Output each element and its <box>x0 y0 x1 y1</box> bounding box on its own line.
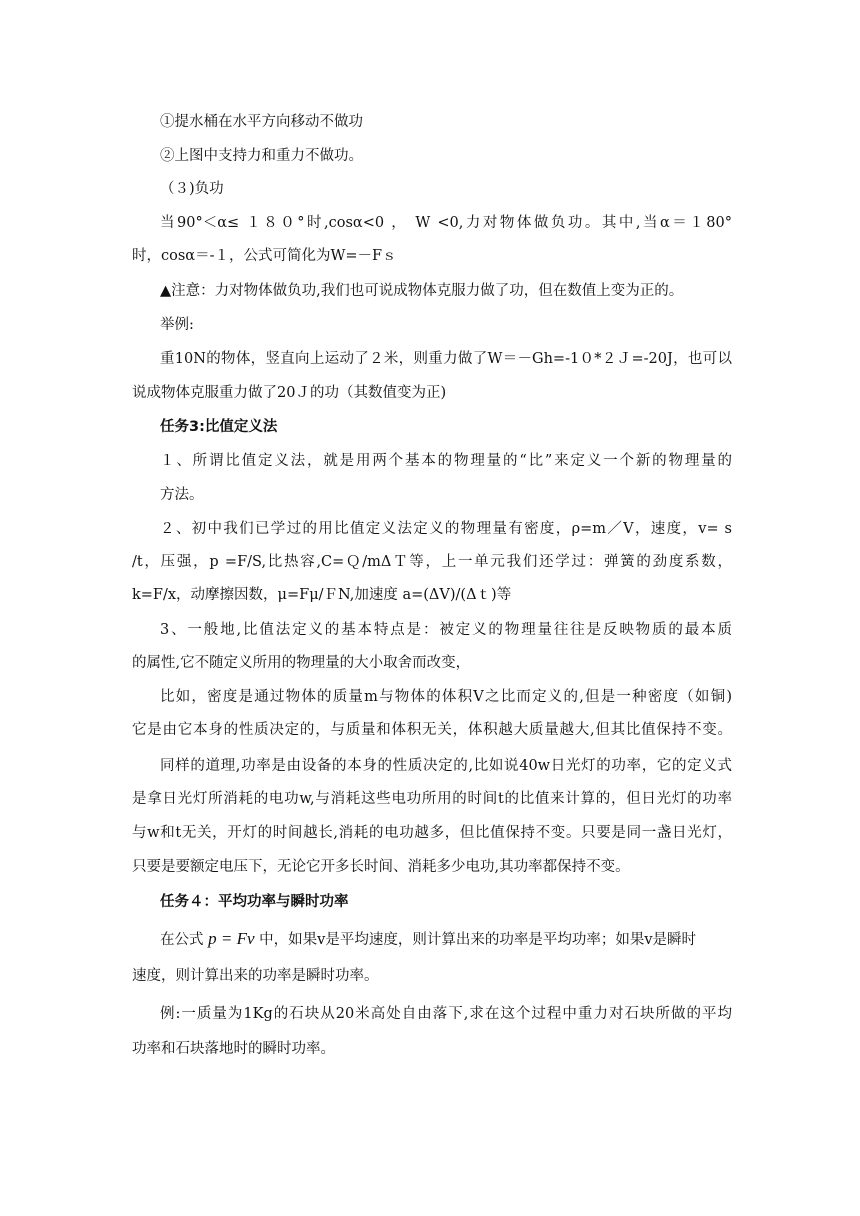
formula-line <box>160 929 732 950</box>
text-line: 速度，则计算出来的功率是瞬时功率。 <box>132 968 379 984</box>
text-line: 当90°＜α≤ １８０°时,cosα<0 ， W <0,力对物体做负功。其中,当α＝１80° <box>160 215 732 231</box>
text-line: 例:一质量为1Kg的石块从20米高处自由落下,求在这个过程中重力对石块所做的平均 <box>160 1006 732 1022</box>
text-line: 时，cosα＝-１，公式可简化为W=－Fｓ <box>132 248 397 264</box>
section-heading: （３)负功 <box>160 181 224 197</box>
text-line: 重10N的物体，竖直向上运动了２米，则重力做了W＝－Gh=-1０*２Ｊ=-20J，也可以 <box>160 351 732 367</box>
text-segment: 中，如果v是平均速度，则计算出来的功率是平均功率；如果v是瞬时 <box>259 932 697 948</box>
text-line: 说成物体克服重力做了20Ｊ的功（其数值变为正) <box>132 385 447 401</box>
text-line: 它是由它本身的性质决定的，与质量和体积无关，体积越大质量越大,但其比值保持不变。 <box>132 722 732 738</box>
text-line: 功率和石块落地时的瞬时功率。 <box>132 1041 335 1057</box>
text-line: 是拿日光灯所消耗的电功w,与消耗这些电功所用的时间t的比值来计算的，但日光灯的功率 <box>132 791 732 807</box>
text-line: ②上图中支持力和重力不做功。 <box>160 148 363 164</box>
text-line: 方法。 <box>160 487 204 503</box>
note-line: ▲注意：力对物体做负功,我们也可说成物体克服力做了功，但在数值上变为正的。 <box>160 283 684 299</box>
task-heading: 任务４：平均功率与瞬时功率 <box>160 894 349 910</box>
text-line: 的属性,它不随定义所用的物理量的大小取舍而改变， <box>132 655 471 671</box>
text-line: 3、一般地,比值法定义的基本特点是：被定义的物理量往往是反映物质的最本质 <box>160 622 732 638</box>
text-line: 比如，密度是通过物体的质量m与物体的体积V之比而定义的,但是一种密度（如铜) <box>160 689 732 705</box>
text-line: k=F/x，动摩擦因数，μ=Fμ/ＦN,加速度 a=(ΔV)/(Δｔ)等 <box>132 587 512 603</box>
task-heading: 任务3:比值定义法 <box>160 419 278 435</box>
text-segment: 在公式 <box>160 932 204 948</box>
text-line: 同样的道理,功率是由设备的本身的性质决定的,比如说40w日光灯的功率，它的定义式 <box>160 758 732 774</box>
power-formula: p = Fv <box>208 929 255 948</box>
text-line: 与w和t无关，开灯的时间越长,消耗的电功越多，但比值保持不变。只要是同一盏日光灯， <box>132 825 732 841</box>
text-line: ２、初中我们已学过的用比值定义法定义的物理量有密度，ρ=m／V，速度，v= s <box>160 521 732 537</box>
text-line: １、所谓比值定义法，就是用两个基本的物理量的“比”来定义一个新的物理量的 <box>160 453 732 469</box>
text-line: 举例: <box>160 317 194 333</box>
text-line: 只要是要额定电压下，无论它开多长时间、消耗多少电功,其功率都保持不变。 <box>132 859 630 875</box>
text-line: /t，压强，p =F/S,比热容,C=Ｑ/mΔＴ等，上一单元我们还学过：弹簧的劲度系数， <box>132 554 732 570</box>
text-line: ①提水桶在水平方向移动不做功 <box>160 114 363 130</box>
